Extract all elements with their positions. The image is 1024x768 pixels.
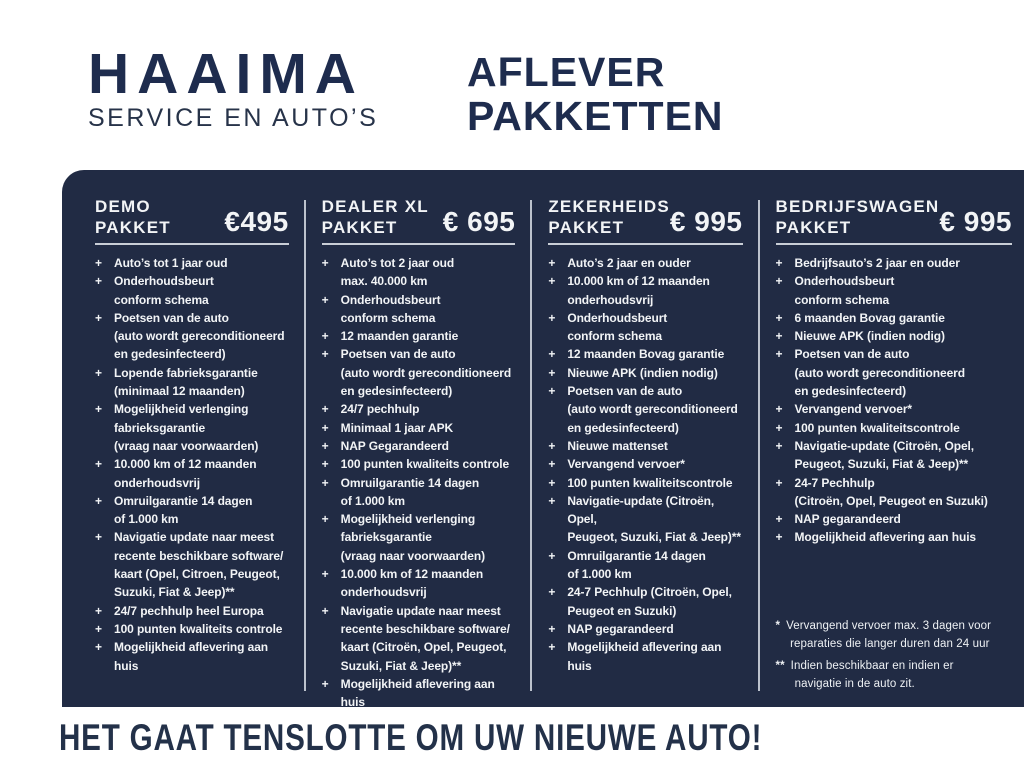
package-name-line2: PAKKET — [548, 218, 625, 237]
brand-logo — [88, 44, 378, 133]
item-text: 12 maanden garantie — [340, 329, 459, 344]
package-item — [322, 291, 520, 328]
plus-bullet-icon: + — [775, 512, 783, 527]
package-item — [322, 565, 520, 602]
package-name-line1: BEDRIJFSWAGEN — [775, 197, 940, 216]
plus-bullet-icon: + — [321, 676, 329, 691]
plus-bullet-icon: + — [775, 420, 783, 435]
package-item — [776, 345, 1016, 400]
package-price: € 995 — [939, 206, 1012, 237]
package-item — [322, 419, 520, 437]
packages-panel — [62, 170, 1024, 710]
plus-bullet-icon: + — [95, 402, 102, 417]
package-name-line1: DEALER XL — [321, 197, 429, 216]
footer-tagline: HET GAAT TENSLOTTE OM UW NIEUWE AUTO! — [59, 717, 763, 758]
package-item — [95, 400, 293, 455]
footnote — [776, 657, 1016, 693]
plus-bullet-icon: + — [95, 457, 102, 472]
item-text: NAP gegarandeerd — [567, 621, 674, 636]
package-item — [95, 364, 293, 401]
plus-bullet-icon: + — [775, 256, 783, 270]
plus-bullet-icon: + — [548, 310, 556, 325]
package-header — [776, 196, 1016, 238]
package-item — [776, 437, 1016, 474]
package-item — [548, 474, 746, 492]
plus-bullet-icon: + — [321, 420, 329, 435]
package-item — [548, 583, 746, 620]
package-name — [95, 196, 171, 238]
package-footnotes — [776, 617, 1016, 693]
item-text: NAP gegarandeerd — [794, 512, 901, 527]
header-rule — [776, 243, 1012, 245]
plus-bullet-icon: + — [775, 310, 783, 325]
plus-bullet-icon: + — [775, 402, 783, 417]
footnote-marker: * — [775, 619, 781, 632]
footnote-marker: ** — [775, 659, 785, 672]
package-item — [322, 437, 520, 455]
item-text: Omruilgarantie 14 dagen of 1.000 km — [340, 475, 480, 508]
package-items — [322, 254, 520, 711]
package-item — [776, 327, 1016, 345]
plus-bullet-icon: + — [548, 457, 556, 472]
item-text: 10.000 km of 12 maanden onderhoudsvrij — [114, 457, 257, 490]
package-item — [776, 309, 1016, 327]
plus-bullet-icon: + — [95, 640, 102, 655]
item-text: 24/7 pechhulp — [340, 402, 420, 417]
item-text: 10.000 km of 12 maanden onderhoudsvrij — [567, 274, 710, 307]
plus-bullet-icon: + — [775, 274, 783, 289]
page-title-line2: PAKKETTEN — [467, 93, 724, 139]
plus-bullet-icon: + — [548, 438, 556, 453]
package-item — [548, 254, 746, 272]
package-item — [322, 474, 520, 511]
item-text: Auto’s 2 jaar en ouder — [567, 256, 691, 270]
plus-bullet-icon: + — [95, 365, 102, 380]
item-text: Mogelijkheid aflevering aan huis — [794, 530, 977, 545]
plus-bullet-icon: + — [321, 438, 329, 453]
package-column — [759, 170, 1024, 707]
plus-bullet-icon: + — [775, 530, 783, 545]
plus-bullet-icon: + — [95, 256, 102, 270]
package-item — [548, 272, 746, 309]
item-text: 24/7 pechhulp heel Europa — [114, 603, 264, 618]
package-item — [548, 638, 746, 675]
item-text: 12 maanden Bovag garantie — [567, 347, 725, 362]
package-name-line1: DEMO — [95, 197, 151, 216]
plus-bullet-icon: + — [95, 493, 102, 508]
plus-bullet-icon: + — [95, 603, 102, 618]
plus-bullet-icon: + — [95, 310, 102, 325]
package-item — [322, 510, 520, 565]
item-text: Auto’s tot 2 jaar oud max. 40.000 km — [340, 256, 455, 289]
package-name-line2: PAKKET — [775, 218, 852, 237]
package-column — [531, 170, 758, 707]
package-item — [548, 364, 746, 382]
item-text: 6 maanden Bovag garantie — [794, 310, 945, 325]
package-item — [776, 474, 1016, 511]
plus-bullet-icon: + — [548, 384, 556, 399]
item-text: NAP Gegarandeerd — [340, 438, 449, 453]
package-item — [95, 620, 293, 638]
package-name-line2: PAKKET — [321, 218, 398, 237]
plus-bullet-icon: + — [548, 585, 556, 600]
item-text: Lopende fabrieksgarantie (minimaal 12 maanden) — [114, 365, 258, 399]
package-item — [548, 382, 746, 437]
item-text: Bedrijfsauto’s 2 jaar en ouder — [794, 256, 960, 270]
plus-bullet-icon: + — [548, 256, 556, 270]
item-text: 24-7 Pechhulp (Citroën, Opel, Peugeot en Suzuki) — [794, 475, 988, 508]
package-item — [322, 400, 520, 418]
plus-bullet-icon: + — [548, 365, 556, 380]
item-text: Nieuwe APK (indien nodig) — [794, 329, 945, 344]
package-items — [776, 254, 1016, 547]
package-name — [548, 196, 670, 238]
item-text: 100 punten kwaliteitscontrole — [794, 420, 960, 435]
package-price: €495 — [224, 206, 289, 237]
package-item — [776, 272, 1016, 309]
page-title-line1: AFLEVER — [467, 49, 666, 95]
plus-bullet-icon: + — [775, 438, 783, 453]
plus-bullet-icon: + — [548, 347, 556, 362]
item-text: Poetsen van de auto (auto wordt gereconditioneerd en gedesinfecteerd) — [794, 347, 965, 399]
item-text: 100 punten kwaliteitscontrole — [567, 475, 733, 490]
footnote — [776, 617, 1016, 653]
package-item — [322, 254, 520, 291]
item-text: 100 punten kwaliteits controle — [340, 457, 510, 472]
page-title — [467, 50, 724, 138]
item-text: Navigatie update naar meest recente beschikbare software/ kaart (Opel, Citroen, Peugeot, Suzuki, Fiat & Jeep)** — [114, 530, 284, 600]
package-item — [548, 620, 746, 638]
item-text: Navigatie-update (Citroën, Opel, Peugeot, Suzuki, Fiat & Jeep)** — [794, 438, 974, 472]
package-item — [95, 254, 293, 272]
plus-bullet-icon: + — [548, 475, 556, 490]
item-text: Nieuwe APK (indien nodig) — [567, 365, 718, 380]
item-text: 100 punten kwaliteits controle — [114, 621, 283, 636]
header-rule — [95, 243, 289, 245]
package-name-line2: PAKKET — [95, 218, 171, 237]
item-text: Omruilgarantie 14 dagen of 1.000 km — [114, 493, 253, 527]
item-text: Poetsen van de auto (auto wordt gereconditioneerd en gedesinfecteerd) — [340, 347, 512, 399]
package-item — [322, 675, 520, 712]
item-text: Onderhoudsbeurt conform schema — [794, 274, 895, 307]
item-text: Onderhoudsbeurt conform schema — [567, 310, 668, 344]
package-column — [62, 170, 305, 707]
item-text: Auto’s tot 1 jaar oud — [114, 256, 228, 270]
plus-bullet-icon: + — [548, 493, 556, 508]
header-rule — [548, 243, 742, 245]
footnote-text: Vervangend vervoer max. 3 dagen voor reparaties die langer duren dan 24 uur — [786, 619, 992, 650]
package-item — [548, 547, 746, 584]
brand-name: HAAIMA — [88, 42, 364, 106]
plus-bullet-icon: + — [321, 567, 329, 582]
item-text: Mogelijkheid aflevering aan huis — [114, 640, 269, 673]
package-item — [95, 272, 293, 309]
plus-bullet-icon: + — [548, 548, 556, 563]
item-text: Onderhoudsbeurt conform schema — [114, 274, 214, 307]
package-item — [548, 492, 746, 547]
plus-bullet-icon: + — [321, 603, 329, 618]
plus-bullet-icon: + — [321, 512, 329, 527]
package-item — [776, 254, 1016, 272]
package-item — [776, 510, 1016, 528]
package-item — [776, 419, 1016, 437]
plus-bullet-icon: + — [775, 475, 783, 490]
package-item — [322, 602, 520, 675]
item-text: Poetsen van de auto (auto wordt gereconditioneerd en gedesinfecteerd) — [567, 384, 738, 435]
plus-bullet-icon: + — [321, 256, 329, 270]
plus-bullet-icon: + — [775, 329, 783, 344]
item-text: Omruilgarantie 14 dagen of 1.000 km — [567, 548, 706, 582]
package-item — [95, 602, 293, 620]
plus-bullet-icon: + — [548, 640, 556, 655]
package-name-line1: ZEKERHEIDS — [548, 197, 670, 216]
package-item — [548, 437, 746, 455]
package-item — [95, 492, 293, 529]
package-items — [548, 254, 746, 675]
package-price: € 695 — [442, 206, 516, 237]
package-column — [305, 170, 532, 710]
item-text: Mogelijkheid verlenging fabrieksgarantie (vraag naar voorwaarden) — [114, 402, 259, 453]
package-item — [776, 400, 1016, 418]
package-item — [776, 528, 1016, 546]
plus-bullet-icon: + — [775, 347, 783, 362]
item-text: 24-7 Pechhulp (Citroën, Opel, Peugeot en Suzuki) — [567, 585, 732, 618]
item-text: Mogelijkheid aflevering aan huis — [567, 640, 722, 673]
item-text: Poetsen van de auto (auto wordt gereconditioneerd en gedesinfecteerd) — [114, 310, 285, 362]
package-name — [322, 196, 429, 238]
package-header — [322, 196, 520, 238]
package-items — [95, 254, 293, 675]
plus-bullet-icon: + — [321, 347, 329, 362]
plus-bullet-icon: + — [321, 402, 329, 417]
package-name — [776, 196, 940, 238]
package-item — [322, 345, 520, 400]
item-text: Vervangend vervoer* — [794, 402, 912, 417]
package-item — [95, 455, 293, 492]
package-item — [95, 528, 293, 601]
plus-bullet-icon: + — [321, 292, 329, 307]
package-item — [322, 327, 520, 345]
brand-subtitle: SERVICE EN AUTO’S — [88, 104, 379, 132]
package-header — [95, 196, 293, 238]
item-text: Navigatie-update (Citroën, Opel, Peugeot, Suzuki, Fiat & Jeep)** — [567, 493, 741, 545]
package-header — [548, 196, 746, 238]
footnote-text: Indien beschikbaar en indien er navigatie in de auto zit. — [790, 659, 954, 690]
plus-bullet-icon: + — [548, 621, 556, 636]
plus-bullet-icon: + — [321, 329, 329, 344]
plus-bullet-icon: + — [321, 457, 329, 472]
plus-bullet-icon: + — [321, 475, 329, 490]
package-item — [548, 345, 746, 363]
plus-bullet-icon: + — [95, 530, 102, 545]
package-price: € 995 — [669, 206, 743, 237]
package-item — [548, 309, 746, 346]
plus-bullet-icon: + — [95, 274, 102, 289]
package-item — [322, 455, 520, 473]
package-item — [548, 455, 746, 473]
item-text: Mogelijkheid aflevering aan huis — [340, 676, 495, 710]
item-text: Nieuwe mattenset — [567, 438, 668, 453]
header-rule — [322, 243, 516, 245]
item-text: Minimaal 1 jaar APK — [340, 420, 454, 435]
package-item — [95, 638, 293, 675]
item-text: Onderhoudsbeurt conform schema — [340, 292, 441, 325]
item-text: Navigatie update naar meest recente beschikbare software/ kaart (Citroën, Opel, Peugeot, Suzuki, Fiat & Jeep)** — [340, 603, 510, 673]
item-text: Vervangend vervoer* — [567, 457, 685, 472]
item-text: 10.000 km of 12 maanden onderhoudsvrij — [340, 567, 484, 600]
plus-bullet-icon: + — [95, 621, 102, 636]
plus-bullet-icon: + — [548, 274, 556, 289]
package-item — [95, 309, 293, 364]
item-text: Mogelijkheid verlenging fabrieksgarantie (vraag naar voorwaarden) — [340, 512, 485, 563]
